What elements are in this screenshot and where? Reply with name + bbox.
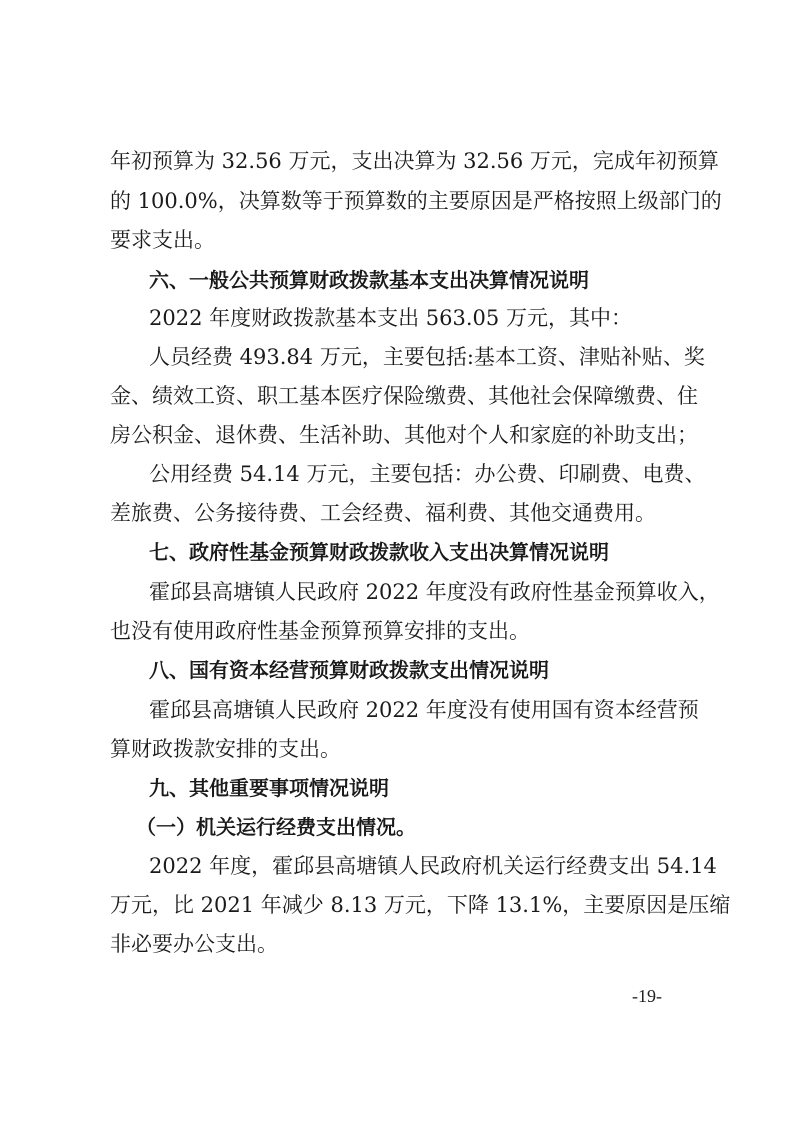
- subsection-heading: （一）机关运行经费支出情况。: [136, 815, 416, 839]
- section-heading-8: 八、国有资本经营预算财政拨款支出情况说明: [149, 658, 549, 682]
- paragraph-line: 的 100.0%，决算数等于预算数的主要原因是严格按照上级部门的: [110, 189, 722, 213]
- paragraph-line: 差旅费、公务接待费、工会经费、福利费、其他交通费用。: [110, 501, 656, 525]
- paragraph-line: 要求支出。: [110, 228, 215, 252]
- section-heading-9: 九、其他重要事项情况说明: [149, 776, 389, 800]
- section-heading-6: 六、一般公共预算财政拨款基本支出决算情况说明: [149, 268, 589, 292]
- paragraph-line: 人员经费 493.84 万元，主要包括:基本工资、津贴补贴、奖: [149, 345, 705, 369]
- section-heading-7: 七、政府性基金预算财政拨款收入支出决算情况说明: [149, 540, 609, 564]
- paragraph-line: 算财政拨款安排的支出。: [110, 737, 341, 761]
- paragraph-line: 2022 年度财政拨款基本支出 563.05 万元，其中：: [149, 306, 632, 330]
- paragraph-line: 房公积金、退休费、生活补助、其他对个人和家庭的补助支出；: [110, 423, 698, 447]
- page-number: -19-: [632, 986, 662, 1006]
- paragraph-line: 2022 年度，霍邱县高塘镇人民政府机关运行经费支出 54.14: [149, 854, 717, 878]
- paragraph-line: 年初预算为 32.56 万元，支出决算为 32.56 万元，完成年初预算: [110, 149, 719, 173]
- paragraph-line: 金、绩效工资、职工基本医疗保险缴费、其他社会保障缴费、住: [110, 384, 698, 408]
- paragraph-line: 霍邱县高塘镇人民政府 2022 年度没有使用国有资本经营预: [149, 698, 699, 722]
- paragraph-line: 公用经费 54.14 万元，主要包括：办公费、印刷费、电费、: [149, 462, 706, 486]
- paragraph-line: 霍邱县高塘镇人民政府 2022 年度没有政府性基金预算收入，: [149, 580, 720, 604]
- paragraph-line: 也没有使用政府性基金预算预算安排的支出。: [110, 619, 530, 643]
- paragraph-line: 非必要办公支出。: [110, 932, 278, 956]
- paragraph-line: 万元，比 2021 年减少 8.13 万元，下降 13.1%，主要原因是压缩: [110, 893, 731, 917]
